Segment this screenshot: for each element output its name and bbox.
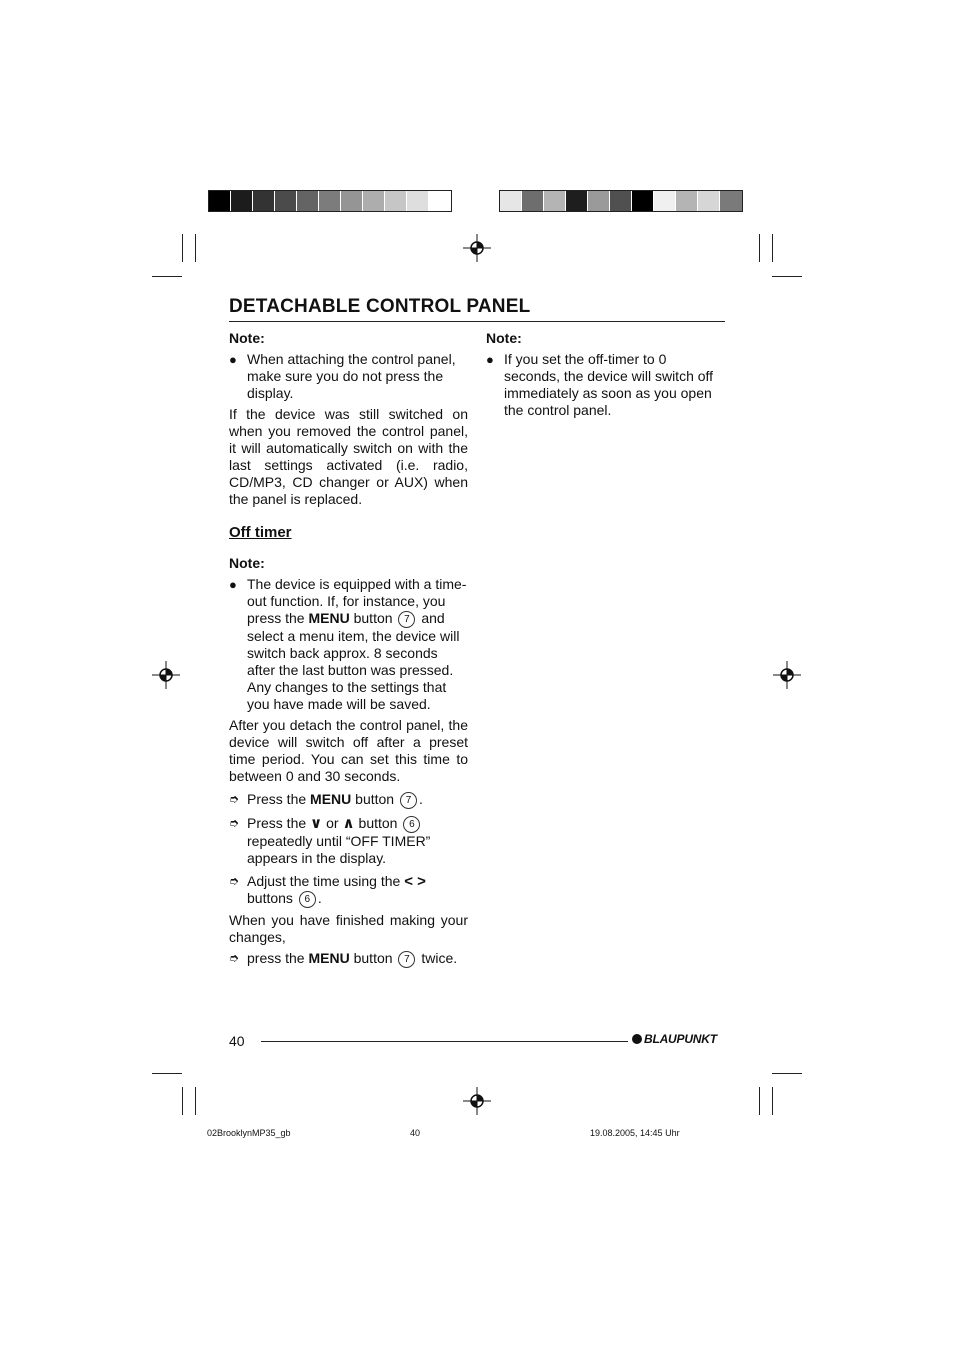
button-number-badge: 6: [403, 816, 420, 833]
color-swatch: [698, 191, 720, 211]
color-calibration-bar-right: [499, 190, 743, 212]
crop-mark: [759, 1087, 760, 1115]
bullet-icon: ●: [229, 577, 237, 592]
color-swatch: [654, 191, 676, 211]
section-heading-off-timer: Off timer: [229, 524, 292, 541]
button-number-badge: 7: [398, 951, 415, 968]
step-text: .: [418, 791, 423, 807]
arrow-right-icon: ➮: [229, 951, 240, 965]
crop-mark: [772, 1087, 773, 1115]
footer-rule: [261, 1041, 628, 1042]
down-button-icon: ∨: [310, 815, 323, 832]
step-item: [229, 791, 468, 809]
bullet-icon: ●: [486, 352, 494, 367]
step-text: repeatedly until “OFF TIMER” appears in the display.: [247, 833, 431, 866]
print-filename: 02BrooklynMP35_gb: [207, 1128, 291, 1138]
note-bullet-text: and select a menu item, the device will switch back approx. 8 seconds after the last button was pressed. Any changes to the settings that you have made will be saved.: [247, 610, 460, 712]
arrow-right-icon: ➮: [229, 874, 240, 888]
crop-mark: [772, 276, 802, 277]
note-bullet-text: button: [353, 610, 393, 626]
color-swatch: [632, 191, 654, 211]
color-swatch: [610, 191, 632, 211]
paragraph: If the device was still switched on when you removed the control panel, it will automatically switch on with the last settings activated (i.e. radio, CD/MP3, CD changer or AUX) when the panel is replaced.: [229, 406, 468, 507]
note-bullet-text: If you set the off-timer to 0 seconds, the device will switch off immediately as soon as you open the control panel.: [504, 351, 714, 418]
crop-mark: [772, 234, 773, 262]
step-item: [229, 815, 468, 867]
note-bullet: [229, 351, 468, 402]
menu-button-label: MENU: [308, 950, 350, 966]
bullet-icon: ●: [229, 352, 237, 367]
button-number-badge: 6: [299, 891, 316, 908]
step-text: button: [353, 950, 393, 966]
color-swatch: [319, 191, 341, 211]
note-label: Note:: [486, 330, 522, 346]
step-text: .: [317, 890, 322, 906]
up-button-icon: ∧: [342, 815, 355, 832]
registration-mark-icon: [773, 661, 801, 689]
crop-mark: [152, 276, 182, 277]
crop-mark: [759, 234, 760, 262]
color-swatch: [544, 191, 566, 211]
right-column: [486, 330, 725, 423]
color-swatch: [275, 191, 297, 211]
crop-mark: [195, 1087, 196, 1115]
color-swatch: [209, 191, 231, 211]
color-swatch: [676, 191, 698, 211]
step-text: press the: [247, 950, 305, 966]
note-bullet: [486, 351, 725, 419]
color-swatch: [588, 191, 610, 211]
step-item: [229, 950, 468, 968]
left-column: [229, 330, 468, 968]
step-text: twice.: [421, 950, 458, 966]
button-number-badge: 7: [398, 611, 415, 628]
brand-logo-text: BLAUPUNKT: [644, 1032, 717, 1046]
crop-mark: [182, 1087, 183, 1115]
left-right-buttons-icon: < >: [404, 873, 426, 890]
registration-mark-icon: [463, 234, 491, 262]
crop-mark: [152, 1073, 182, 1074]
color-swatch: [566, 191, 588, 211]
button-number-badge: 7: [400, 792, 417, 809]
color-swatch: [522, 191, 544, 211]
note-label: Note:: [229, 555, 265, 571]
crop-mark: [182, 234, 183, 262]
page-number: 40: [229, 1033, 245, 1049]
step-text: button: [355, 791, 395, 807]
color-swatch: [720, 191, 742, 211]
step-text: Adjust the time using the: [247, 873, 401, 889]
crop-mark: [195, 234, 196, 262]
step-text: button: [358, 815, 398, 831]
page-title: DETACHABLE CONTROL PANEL: [229, 296, 725, 322]
color-swatch: [407, 191, 429, 211]
note-label: Note:: [229, 330, 265, 346]
paragraph: After you detach the control panel, the device will switch off after a preset time period. You can set this time to between 0 and 30 seconds.: [229, 717, 468, 784]
note-bullet-text: When attaching the control panel, make sure you do not press the display.: [247, 351, 456, 401]
color-calibration-bar-left: [208, 190, 452, 212]
brand-logo: [632, 1032, 717, 1046]
paragraph: When you have finished making your changes,: [229, 912, 468, 945]
crop-mark: [772, 1073, 802, 1074]
color-swatch: [297, 191, 319, 211]
color-swatch: [231, 191, 253, 211]
brand-ball-icon: [632, 1034, 642, 1044]
menu-button-label: MENU: [308, 610, 350, 626]
color-swatch: [385, 191, 407, 211]
step-text: Press the: [247, 791, 307, 807]
menu-button-label: MENU: [310, 791, 352, 807]
color-swatch: [429, 191, 451, 211]
print-timestamp: 19.08.2005, 14:45 Uhr: [590, 1128, 680, 1138]
note-bullet: [229, 576, 468, 713]
step-text: or: [326, 815, 339, 831]
arrow-right-icon: ➮: [229, 792, 240, 806]
step-text: buttons: [247, 890, 293, 906]
color-swatch: [341, 191, 363, 211]
color-swatch: [500, 191, 522, 211]
note-bullet-text: The device is equipped with a time-out function. If, for instance, you press the: [247, 576, 467, 626]
color-swatch: [253, 191, 275, 211]
step-item: [229, 873, 468, 908]
step-text: Press the: [247, 815, 307, 831]
arrow-right-icon: ➮: [229, 816, 240, 830]
registration-mark-icon: [463, 1087, 491, 1115]
registration-mark-icon: [152, 661, 180, 689]
print-page-number: 40: [410, 1128, 421, 1138]
color-swatch: [363, 191, 385, 211]
